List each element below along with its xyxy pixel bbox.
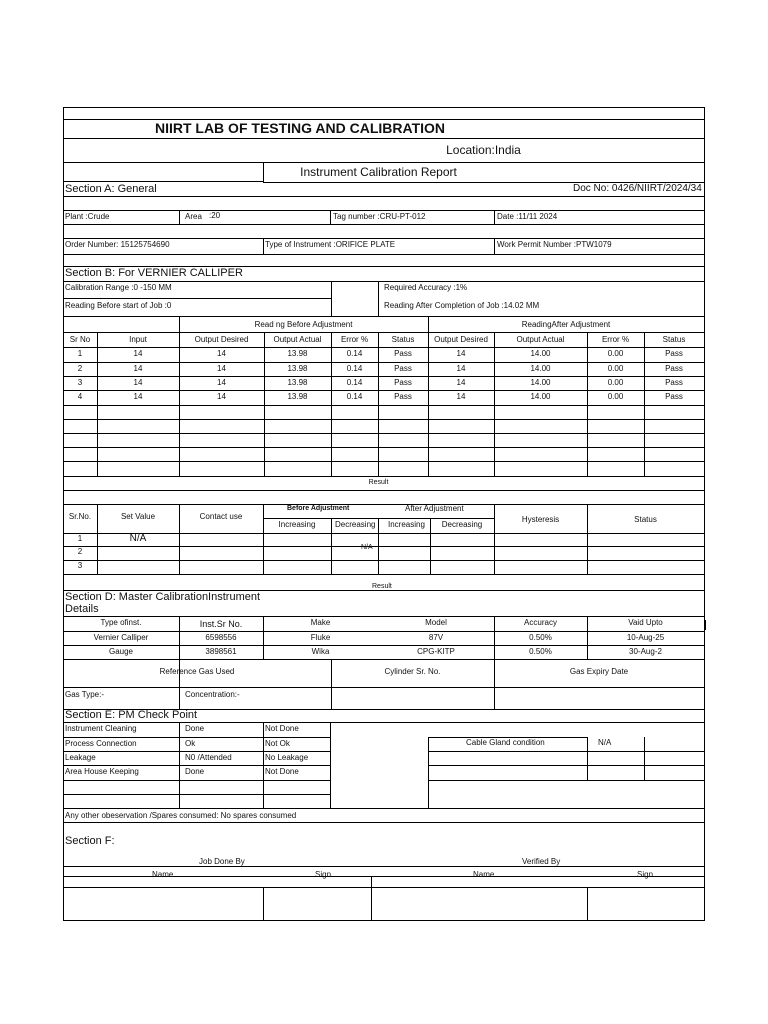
table-b-cell: 14 [217,378,226,387]
rule [63,887,704,888]
rule [63,687,704,688]
table-d-cell: 30-Aug-2 [629,647,662,656]
col-contact-use: Contact use [199,512,243,521]
pm-check-option-b: Not Done [265,767,299,776]
col-set-value: Set Value [120,512,156,521]
table-b-cell: 0.00 [607,349,624,358]
hysteresis: Hysteresis [521,515,560,524]
gas-type: Gas Type:- [65,690,104,699]
grid-row [63,461,704,462]
cylinder-sr: Cylinder Sr. No. [384,667,441,676]
result-label-b: Result [368,479,389,486]
rule [263,722,264,808]
before-adjustment: Before Adjustment [287,505,350,512]
area-label: Area [185,212,202,221]
area-value: :20 [209,211,221,220]
increasing: Increasing [278,520,316,529]
table-b-header: Error % [601,335,630,344]
rule [63,138,704,139]
lab-name: NIIRT LAB OF TESTING AND CALIBRATION [154,120,446,136]
section-a-title: Section A: General [65,183,157,195]
section-b-title: Section B: For VERNIER CALLIPER [65,267,243,279]
table-d-cell: Vernier Calliper [93,633,149,642]
table-c-sr: 3 [77,561,83,570]
table-d-cell: Fluke [310,633,331,642]
table-b-cell: Pass [665,349,683,358]
rule [179,722,180,808]
pm-check-option-b: Not Done [265,724,299,733]
table-b-cell: 14 [456,392,466,401]
table-d-cell: 0.50% [529,633,552,642]
result-label-c: Result [372,583,392,590]
table-b-cell: 14 [133,364,143,373]
grid-row [428,765,704,766]
rule [331,281,332,316]
rule [63,316,704,317]
table-b-cell: 13.98 [287,364,308,373]
rule [63,659,704,660]
table-b-cell: 0.14 [346,378,363,387]
table-b-cell: 13.98 [287,378,308,387]
observation: Any other obeservation /Spares consumed: No spares consumed [65,811,297,820]
table-b-cell: 14 [133,378,143,387]
grid-row [63,765,330,766]
group-before-label: Read ng Before Adjustment [254,320,353,329]
rule [331,518,332,574]
rule [179,210,180,224]
report-title: Instrument Calibration Report [300,165,457,179]
increasing-2: Increasing [388,520,425,529]
table-b-cell: 14 [133,349,143,358]
outer-top-rule [63,107,704,108]
decreasing: Decreasing [335,520,376,529]
table-d-cell: 3898561 [205,647,237,656]
table-d-header: Make [310,618,331,627]
name-2: Name [473,870,495,879]
table-b-cell: 14 [217,349,226,358]
table-b-cell: 14 [456,349,466,358]
reading-before: Reading Before start of Job :0 [65,301,172,310]
grid-row [63,780,330,781]
rule [63,722,704,723]
section-d-title-2: Details [65,603,99,615]
rule [63,332,704,333]
table-b-cell: 3 [77,378,83,387]
rule [428,737,429,808]
rule [63,808,704,809]
reading-after: Reading After Completion of Job :14.02 MM [384,301,540,310]
table-c-sr: 2 [77,547,83,556]
rule [63,181,263,182]
rule [63,631,704,632]
section-e-title: Section E: PM Check Point [65,709,198,721]
outer-right-border [704,107,705,921]
table-b-header: Output Desired [194,335,249,344]
cable-gland-label: Cable Gland condition [466,738,545,747]
cable-gland-value: N/A [598,738,612,747]
verified-by: Verified By [522,857,561,866]
table-b-header: Sr No [69,335,91,344]
section-f-title: Section F: [65,835,115,847]
reference-gas: Reference Gas Used [159,667,235,676]
rule [378,518,379,574]
table-b-cell: 14.00 [530,378,551,387]
rule [263,504,264,574]
table-b-cell: 14.00 [530,364,551,373]
table-b-cell: 14 [133,392,143,401]
pm-check-option-a: N0 /Attended [185,753,232,762]
rule [63,920,704,921]
pm-check-item: Process Connection [65,739,137,748]
rule [331,659,332,709]
rule [587,887,588,920]
table-b-cell: Pass [665,392,683,401]
section-d-title-1: Section D: Master CalibrationInstrument [65,591,261,603]
table-d-cell: 10-Aug-25 [626,633,665,642]
table-b-cell: Pass [394,392,412,401]
rule [494,659,495,709]
table-b-cell: 14.00 [530,392,551,401]
grid-row [63,433,704,434]
rule [587,737,588,780]
rule [63,546,704,547]
table-b-cell: 0.00 [607,364,624,373]
table-d-cell: 0.50% [529,647,552,656]
rule [494,238,495,254]
grid-row [63,390,704,391]
table-b-cell: 14 [456,364,466,373]
table-b-cell: Pass [394,378,412,387]
rule [63,238,704,239]
rule [63,574,704,575]
rule [63,210,704,211]
grid-row [63,405,704,406]
table-b-header: Output Actual [516,335,565,344]
gas-expiry: Gas Expiry Date [569,667,629,676]
cell-edge [705,620,706,630]
table-d-cell: Gauge [108,647,134,656]
group-after-label: ReadingAfter Adjustment [521,320,611,329]
table-d-header: Inst.Sr No. [199,619,243,629]
rule [63,822,704,823]
pm-check-item: Area House Keeping [65,767,139,776]
set-value-na: N/A [129,533,147,544]
rule [63,504,704,505]
rule [63,224,704,225]
rule [587,504,588,574]
tag-number: Tag number :CRU-PT-012 [333,212,426,221]
table-b-cell: 13.98 [287,392,308,401]
table-b-cell: 13.98 [287,349,308,358]
table-d-header: Accuracy [524,618,557,627]
table-b-cell: Pass [665,364,683,373]
after-adjustment: After Adjustment [405,504,464,513]
sign-1: Sign [315,870,332,879]
rule [378,281,379,316]
pm-check-option-a: Done [185,724,205,733]
rule [63,281,704,282]
rule [63,645,704,646]
rule [263,238,264,254]
rule [63,866,704,867]
order-number: Order Number: 15125754690 [65,240,170,249]
table-b-cell: 14 [217,364,226,373]
concentration: Concentration:- [185,690,240,699]
pm-check-item: Leakage [65,753,96,762]
table-d-cell: 6598556 [205,633,237,642]
job-done-by: Job Done By [199,857,245,866]
rule [263,887,264,920]
name-1: Name [152,870,174,879]
grid-row [63,476,704,477]
grid-row [63,347,704,348]
grid-row [63,751,330,752]
rule [494,210,495,224]
table-b-cell: 0.00 [607,392,624,401]
table-b-cell: Pass [394,349,412,358]
table-b-cell: 14 [456,378,466,387]
pm-check-option-a: Ok [185,739,196,748]
table-b-header: Error % [340,335,369,344]
pm-check-item: Instrument Cleaning [65,724,137,733]
table-b-header: Status [391,335,415,344]
table-d-cell: CPG-KITP [417,647,455,656]
table-b-header: Output Actual [273,335,322,344]
pm-check-option-b: Not Ok [265,739,290,748]
pm-check-option-b: No Leakage [265,753,309,762]
table-b-cell: 1 [77,349,83,358]
work-permit: Work Permit Number :PTW1079 [497,240,612,249]
na-mark: N/A [361,544,373,551]
doc-number: Doc No: 0426/NIIRT/2024/34 [573,183,702,194]
table-b-cell: 2 [77,364,83,373]
table-b-header: Output Desired [434,335,488,344]
sign-2: Sign [637,870,654,879]
rule [63,490,704,491]
grid-row [63,737,330,738]
grid-row [63,419,704,420]
rule [494,504,495,574]
grid-row [428,751,704,752]
table-b-header: Status [662,335,686,344]
required-accuracy: Required Accuracy :1% [384,283,468,292]
rule [371,876,372,920]
col-sr-no: Sr.No. [68,512,92,521]
rule [63,560,704,561]
status: Status [634,515,657,524]
calibration-range: Calibration Range :0 -150 MM [65,283,172,292]
plant: Plant :Crude [65,212,110,221]
grid-row [428,780,704,781]
table-b-cell: 0.00 [607,378,624,387]
decreasing-2: Decreasing [441,520,483,529]
rule [63,196,704,197]
table-b-cell: 0.14 [346,364,363,373]
table-b-cell: 0.14 [346,392,363,401]
rule [63,298,331,299]
grid-row [63,376,704,377]
table-d-header: Vaid Upto [628,618,663,627]
rule [63,254,704,255]
table-b-cell: 14 [217,392,226,401]
rule [63,616,704,617]
table-b-cell: Pass [665,378,683,387]
table-b-cell: 0.14 [346,349,363,358]
instrument-type: Type of Instrument :ORIFICE PLATE [265,240,396,249]
table-d-cell: 87V [428,633,444,642]
table-d-cell: Wika [311,647,330,656]
location: Location:India [446,143,521,157]
table-b-cell: Pass [394,364,412,373]
table-b-cell: 14.00 [530,349,551,358]
date: Date :11/11 2024 [497,212,558,221]
table-b-cell: 4 [77,392,83,401]
grid-row [63,794,330,795]
grid-row [63,447,704,448]
rule [330,722,331,808]
pm-check-option-a: Done [185,767,205,776]
table-d-header: Type ofinst. [100,618,142,627]
rule [330,210,331,224]
grid-row [63,362,704,363]
table-b-header: Input [129,335,147,344]
rule [644,737,645,780]
table-d-header: Model [425,618,447,627]
table-c-sr: 1 [77,534,83,543]
rule [63,162,704,163]
